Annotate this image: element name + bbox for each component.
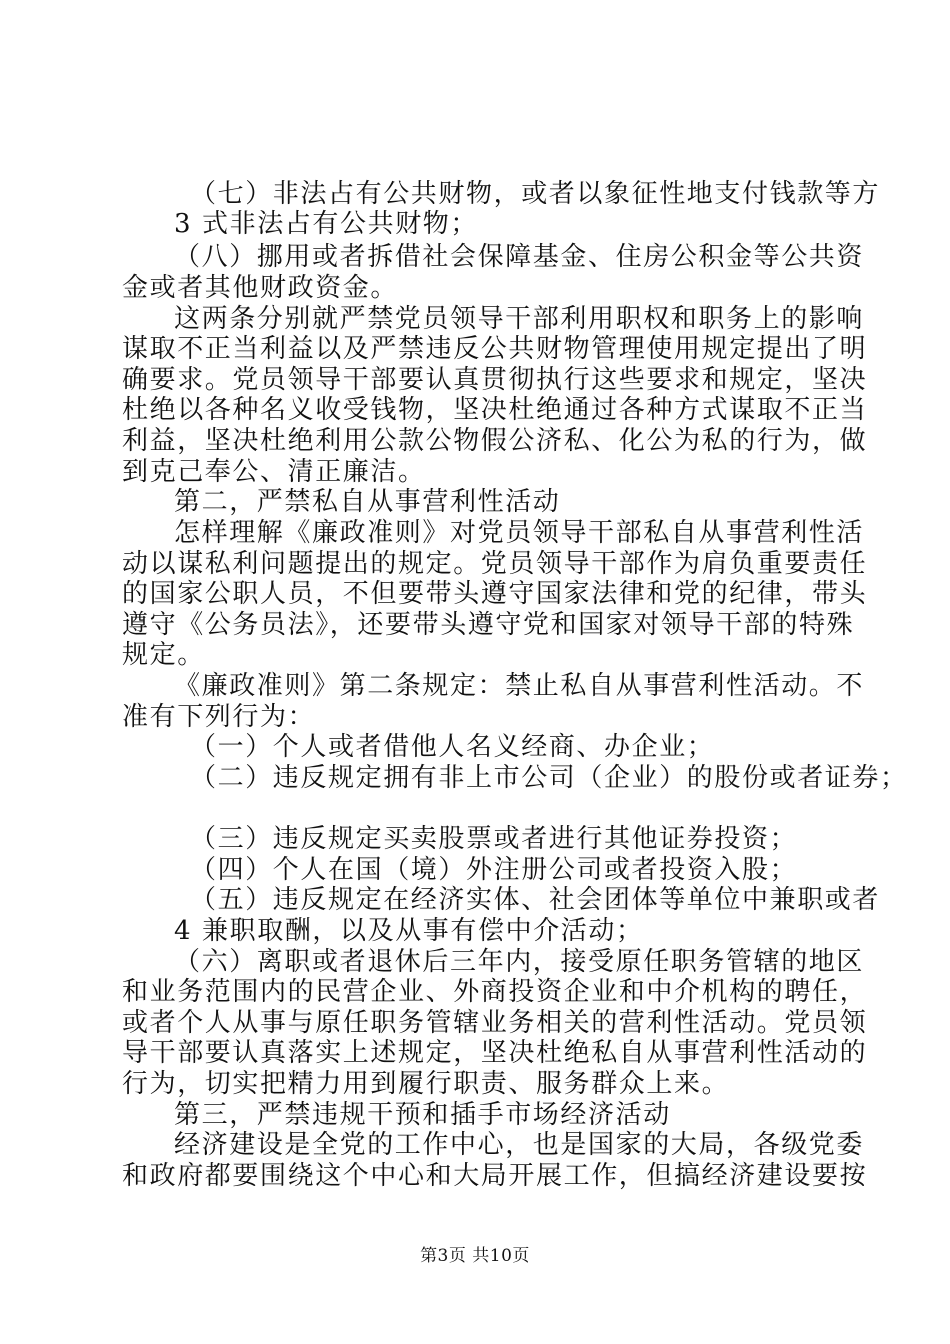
- text-line: 或者个人从事与原任职务管辖业务相关的营利性活动。党员领: [122, 1008, 868, 1038]
- page-number-footer: 第3页 共10页: [420, 1246, 530, 1266]
- text-line: 和业务范围内的民营企业、外商投资企业和中介机构的聘任，: [122, 977, 868, 1007]
- text-line: 4 兼职取酬，以及从事有偿中介活动；: [174, 916, 644, 946]
- text-line: 行为，切实把精力用到履行职责、服务群众上来。: [122, 1069, 730, 1099]
- text-line: （八）挪用或者拆借社会保障基金、住房公积金等公共资: [174, 242, 865, 272]
- section-heading: 第二，严禁私自从事营利性活动: [174, 487, 561, 517]
- text-line: （一）个人或者借他人名义经商、办企业；: [190, 732, 715, 762]
- text-line: 这两条分别就严禁党员领导干部利用职权和职务上的影响: [174, 304, 865, 334]
- text-line: 3 式非法占有公共财物；: [174, 209, 479, 239]
- text-line: 导干部要认真落实上述规定，坚决杜绝私自从事营利性活动的: [122, 1038, 868, 1068]
- text-line: 确要求。党员领导干部要认真贯彻执行这些要求和规定，坚决: [122, 365, 868, 395]
- text-line: （五）违反规定在经济实体、社会团体等单位中兼职或者: [190, 885, 881, 915]
- text-line: （二）违反规定拥有非上市公司（企业）的股份或者证券；: [190, 763, 908, 793]
- text-line: （六）离职或者退休后三年内，接受原任职务管辖的地区: [174, 947, 865, 977]
- text-line: 到克己奉公、清正廉洁。: [122, 457, 426, 487]
- text-line: 经济建设是全党的工作中心，也是国家的大局，各级党委: [174, 1130, 865, 1160]
- text-line: 金或者其他财政资金。: [122, 273, 399, 303]
- text-line: 规定。: [122, 640, 205, 670]
- text-line: 谋取不正当利益以及严禁违反公共财物管理使用规定提出了明: [122, 334, 868, 364]
- text-line: 和政府都要围绕这个中心和大局开展工作，但搞经济建设要按: [122, 1161, 868, 1191]
- text-line: 遵守《公务员法》，还要带头遵守党和国家对领导干部的特殊: [122, 610, 855, 640]
- text-line: 利益，坚决杜绝利用公款公物假公济私、化公为私的行为，做: [122, 426, 868, 456]
- text-line: 杜绝以各种名义收受钱物，坚决杜绝通过各种方式谋取不正当: [122, 395, 868, 425]
- text-line: （七）非法占有公共财物，或者以象征性地支付钱款等方: [190, 179, 881, 209]
- text-line: 《廉政准则》第二条规定：禁止私自从事营利性活动。不: [174, 671, 865, 701]
- text-line: 动以谋私利问题提出的规定。党员领导干部作为肩负重要责任: [122, 549, 868, 579]
- text-line: 怎样理解《廉政准则》对党员领导干部私自从事营利性活: [174, 518, 865, 548]
- text-line: 准有下列行为：: [122, 702, 316, 732]
- text-line: （四）个人在国（境）外注册公司或者投资入股；: [190, 855, 798, 885]
- text-line: 的国家公职人员，不但要带头遵守国家法律和党的纪律，带头: [122, 579, 868, 609]
- text-line: （三）违反规定买卖股票或者进行其他证券投资；: [190, 824, 798, 854]
- section-heading: 第三，严禁违规干预和插手市场经济活动: [174, 1100, 671, 1130]
